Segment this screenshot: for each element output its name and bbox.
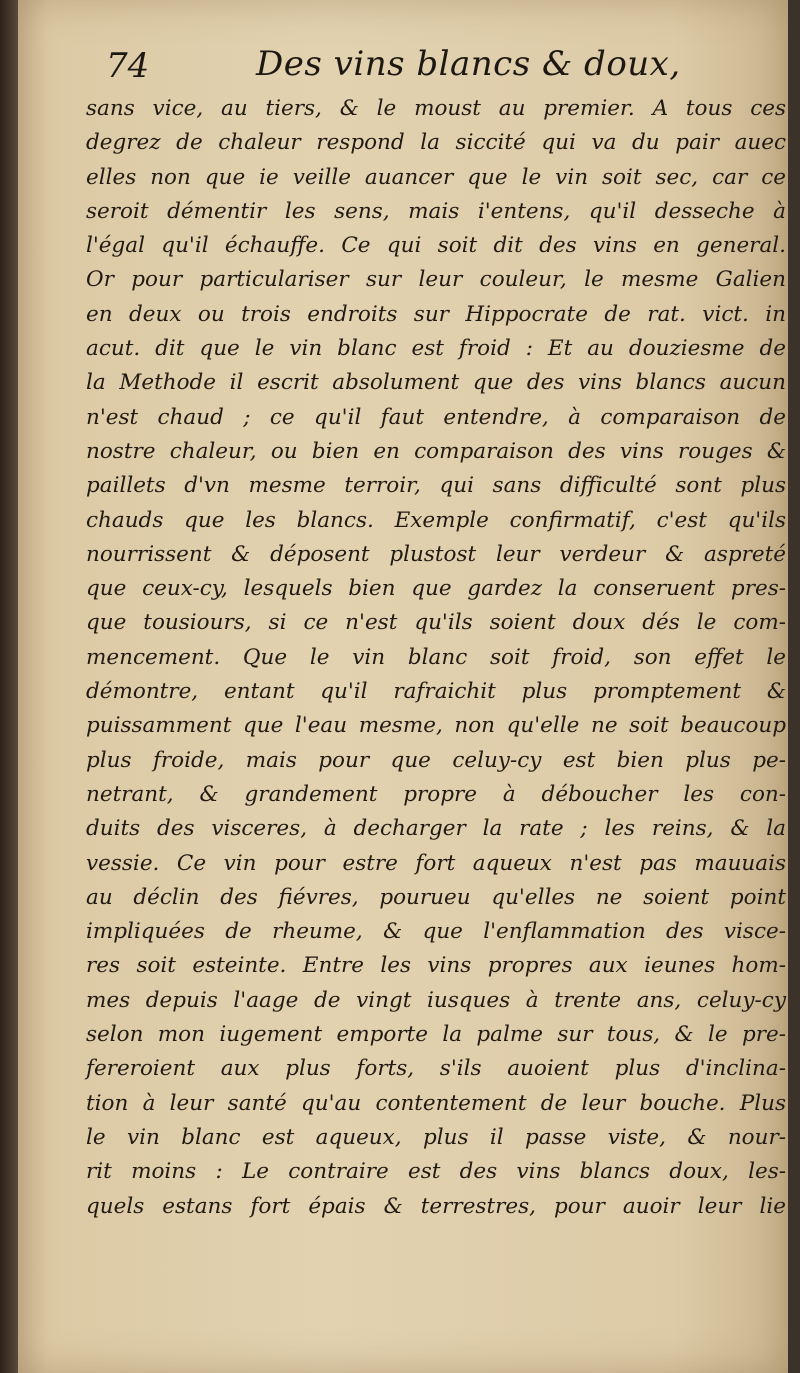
page-header — [96, 40, 746, 90]
text-line: nourrissent & déposent plustost leur verdeur & aspreté — [86, 541, 786, 567]
text-line: sans vice, au tiers, & le moust au premier. A tous ces — [86, 96, 786, 121]
running-title: Des vins blancs & doux, — [256, 44, 681, 84]
text-line: le vin blanc est aqueux, plus il passe viste, & nour- — [86, 1124, 786, 1150]
text-line: degrez de chaleur respond la siccité qui va du pair auec — [86, 130, 786, 156]
text-line: la Methode il escrit absolument que des vins blancs aucun — [86, 370, 786, 396]
text-line: fereroient aux plus forts, s'ils auoient plus d'inclina- — [86, 1056, 786, 1082]
text-line: rit moins : Le contraire est des vins blancs doux, les- — [86, 1159, 786, 1185]
text-line: démontre, entant qu'il rafraichit plus promptement & — [86, 679, 786, 705]
text-line: en deux ou trois endroits sur Hippocrate de rat. vict. in — [86, 301, 786, 327]
text-line: Or pour particulariser sur leur couleur, le mesme Galien — [86, 267, 786, 293]
text-line: acut. dit que le vin blanc est froid : Et au douziesme de — [86, 336, 786, 362]
text-line: impliquées de rheume, & que l'enflammation des visce- — [86, 919, 786, 945]
text-line: plus froide, mais pour que celuy-cy est bien plus pe- — [86, 747, 786, 773]
text-line: paillets d'vn mesme terroir, qui sans difficulté sont plus — [86, 473, 786, 499]
text-line: chauds que les blancs. Exemple confirmatif, c'est qu'ils — [86, 507, 786, 533]
text-line: n'est chaud ; ce qu'il faut entendre, à comparaison de — [86, 404, 786, 430]
text-line: quels estans fort épais & terrestres, pour auoir leur lie — [86, 1193, 786, 1219]
book-page — [18, 0, 788, 1373]
page-number: 74 — [106, 46, 150, 86]
text-line: l'égal qu'il échauffe. Ce qui soit dit des vins en general. — [86, 233, 786, 259]
text-line: duits des visceres, à decharger la rate ; les reins, & la — [86, 816, 786, 842]
book-spine-edge — [0, 0, 18, 1373]
text-line: selon mon iugement emporte la palme sur tous, & le pre- — [86, 1022, 786, 1048]
text-line: elles non que ie veille auancer que le vin soit sec, car ce — [86, 164, 786, 190]
text-line: puissamment que l'eau mesme, non qu'elle ne soit beaucoup — [86, 713, 786, 739]
text-line: res soit esteinte. Entre les vins propres aux ieunes hom- — [86, 953, 786, 979]
text-line: tion à leur santé qu'au contentement de leur bouche. Plus — [86, 1090, 786, 1116]
text-line: mes depuis l'aage de vingt iusques à trente ans, celuy-cy — [86, 987, 786, 1013]
text-line: netrant, & grandement propre à déboucher les con- — [86, 781, 786, 807]
text-line: vessie. Ce vin pour estre fort aqueux n'est pas mauuais — [86, 850, 786, 876]
text-line: mencement. Que le vin blanc soit froid, son effet le — [86, 644, 786, 670]
body-text — [86, 92, 786, 1224]
text-line: nostre chaleur, ou bien en comparaison des vins rouges & — [86, 438, 786, 464]
text-line: au déclin des fiévres, pourueu qu'elles ne soient point — [86, 884, 786, 910]
text-line: que tousiours, si ce n'est qu'ils soient doux dés le com- — [86, 610, 786, 636]
text-line: seroit démentir les sens, mais i'entens, qu'il desseche à — [86, 198, 786, 224]
text-line: que ceux-cy, lesquels bien que gardez la conseruent pres- — [86, 576, 786, 602]
